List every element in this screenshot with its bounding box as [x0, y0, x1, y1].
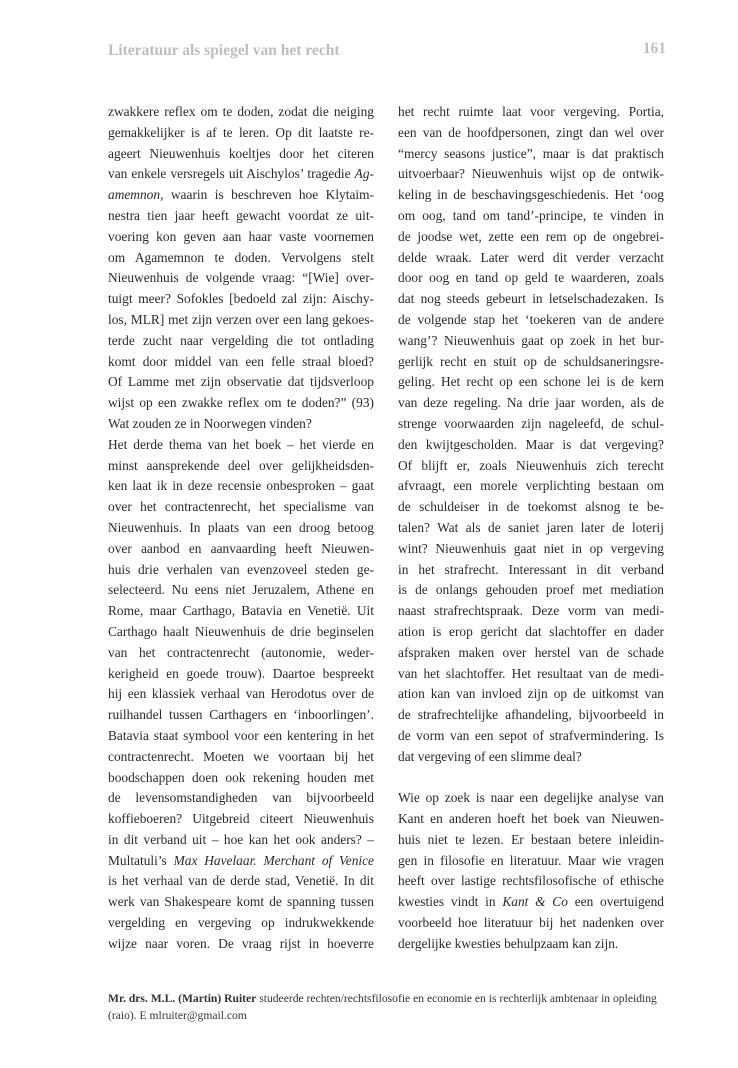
text-line: afspraken maken over herstel van de schade — [398, 644, 664, 660]
text-line: los, MLR] met zijn verzen over een lang gekoes- — [108, 311, 374, 327]
text-line: gen in filosofie en literatuur. Maar wie vragen — [398, 852, 664, 868]
text-line: Of blijft er, zoals Nieuwenhuis zich terecht — [398, 457, 664, 473]
text-line: naast strafrechtspraak. Deze vorm van medi- — [398, 603, 664, 619]
text-line: een van de hoofdpersonen, zingt dan wel over — [398, 124, 664, 140]
text-line — [108, 185, 374, 206]
text-line: geling. Het recht op een schone lei is de kern — [398, 374, 664, 390]
text-line: gerlijk recht en stuit op de schuldsaneringsre- — [398, 353, 664, 369]
text-line: Wat zouden ze in Noorwegen vinden? — [108, 415, 312, 431]
text-line: de volgende stap het ‘toekeren van de andere — [398, 311, 664, 327]
text-line: Het derde thema van het boek – het vierde en — [108, 436, 374, 452]
text-line: wijst op een zwakke reflex om te doden?” (93) — [108, 395, 374, 411]
text-line: de levensomstandigheden van bijvoorbeeld — [108, 790, 374, 806]
text-line: de strafrechtelijke afhandeling, bijvoorbeeld in — [398, 707, 664, 723]
text-segment: een overtuigend — [567, 894, 664, 910]
text-line: de schuldeiser in de toekomst alsnog te be- — [398, 499, 664, 515]
text-line: werk van Shakespeare komt de spanning tussen — [108, 894, 374, 910]
right-column — [398, 102, 664, 955]
text-line: afvraagt, een morele verplichting bestaan om — [398, 478, 664, 494]
text-line: strenge voorwaarden zijn nageleefd, de schul- — [398, 415, 664, 431]
text-line: over aanbod en aanvaarding heeft Nieuwen- — [108, 540, 374, 556]
text-line: om Agamemnon te doden. Vervolgens stelt — [108, 249, 374, 265]
left-column — [108, 102, 374, 955]
text-line: is de onlangs gehouden proef met mediation — [398, 582, 664, 598]
text-line: ageert Nieuwenhuis koeltjes door het citeren — [108, 145, 374, 161]
text-line: delde wraak. Later werd dit verder verzacht — [398, 249, 664, 265]
text-line: ken laat ik in deze recensie onbesproken – gaat — [108, 478, 374, 494]
italic-text: Max Havelaar. Merchant of Venice — [173, 852, 374, 868]
text-line: uitvoerbaar? Nieuwenhuis wijst op de ontwik- — [398, 166, 664, 182]
italic-text: amemnon, — [108, 187, 164, 203]
text-line: ation is erop gericht dat slachtoffer en dader — [398, 623, 664, 639]
text-line: koffieboeren? Uitgebreid citeert Nieuwenhuis — [108, 811, 374, 827]
text-line: voorbeeld hoe literatuur bij het nadenken over — [398, 915, 664, 931]
text-line: Rome, maar Carthago, Batavia en Venetië. Uit — [108, 603, 374, 619]
text-line: van het contractenrecht (autonomie, weder- — [108, 644, 374, 660]
text-line: keling in de beschavingsgeschiedenis. Het ‘oog — [398, 187, 664, 203]
italic-text: Ag- — [354, 166, 374, 182]
text-line: selecteerd. Nu eens niet Jeruzalem, Athene en — [108, 582, 374, 598]
text-line: in het strafrecht. Interessant in dit verband — [398, 561, 664, 577]
text-line: Carthago haalt Nieuwenhuis de drie beginselen — [108, 623, 374, 639]
page-number: 161 — [642, 40, 666, 57]
text-line: de vorm van een sepot of strafvermindering. Is — [398, 727, 664, 743]
text-segment: van enkele versregels uit Aischylos’ tragedie — [108, 166, 355, 182]
text-line: ation kan van invloed zijn op de uitkomst van — [398, 686, 664, 702]
author-name: Mr. drs. M.L. (Martin) Ruiter — [108, 992, 257, 1005]
text-line: wijze naar voren. De vraag rijst in hoeverre — [108, 935, 374, 951]
text-segment: waarin is beschreven hoe Klytaim- — [163, 187, 374, 203]
text-line: voering kon geven aan haar vaste voornemen — [108, 228, 374, 244]
text-line: zwakkere reflex om te doden, zodat die neiging — [108, 104, 374, 119]
text-line: is het verhaal van de derde stad, Venetië. In dit — [108, 873, 374, 889]
text-line: het recht ruimte laat voor vergeving. Portia, — [398, 104, 664, 119]
text-line — [398, 768, 664, 789]
text-line: boodschappen doen ook rekening houden met — [108, 769, 374, 785]
text-line: talen? Wat als de saniet jaren later de loterij — [398, 519, 664, 535]
text-line: kerigheid en goede trouw). Daartoe bespreekt — [108, 665, 374, 681]
text-line: minst aansprekende deel over gelijkheidsden- — [108, 457, 374, 473]
text-line: Of Lamme met zijn observatie dat tijdsverloop — [108, 374, 374, 390]
text-line: vergelding en vergeving op indrukwekkende — [108, 915, 374, 931]
text-line — [108, 164, 374, 185]
author-note — [108, 990, 668, 1024]
text-line: dat nog steeds gebeurt in letselschadezaken. Is — [398, 291, 664, 307]
text-line: wint? Nieuwenhuis gaat niet in op vergeving — [398, 540, 664, 556]
text-line: ruilhandel tussen Carthagers en ‘inboorlingen’. — [108, 707, 374, 723]
text-line: hij een klassiek verhaal van Herodotus over de — [108, 686, 374, 702]
text-line: den kwijtgescholden. Maar is dat vergeving? — [398, 436, 664, 452]
text-line: om oog, tand om tand’-principe, te vinden in — [398, 207, 664, 223]
text-line — [108, 851, 374, 872]
text-line: Batavia staat symbool voor een kentering in het — [108, 727, 374, 743]
text-line: over het contractenrecht, het specialisme van — [108, 499, 374, 515]
text-line: heeft over lastige rechtsfilosofische of ethische — [398, 873, 664, 889]
author-bio: studeerde rechten/rechtsfilosofie en economie en is rechterlijk ambtenaar in opleiding (raio). E mlruiter@gmail.com — [108, 992, 657, 1022]
text-line: contractenrecht. Moeten we voortaan bij het — [108, 748, 374, 764]
text-segment: kwesties vindt in — [398, 894, 503, 910]
text-line: Kant en anderen hoeft het boek van Nieuwen- — [398, 811, 664, 827]
text-line: nestra tien jaar heeft gewacht voordat ze uit- — [108, 207, 374, 223]
running-title: Literatuur als spiegel van het recht — [108, 42, 340, 59]
text-line: huis niet te lezen. Er bestaan betere inleidin- — [398, 831, 664, 847]
text-line: tuigt meer? Sofokles [bedoeld zal zijn: Aischy- — [108, 291, 374, 307]
text-line: gemakkelijker is af te leren. Op dit laatste re- — [108, 124, 374, 140]
text-line — [398, 892, 664, 913]
text-segment: Multatuli’s — [108, 852, 174, 868]
italic-text: Kant & Co — [502, 894, 568, 910]
text-line: Nieuwenhuis de volgende vraag: “[Wie] over- — [108, 270, 374, 286]
text-line: door oog en tand op geld te waarderen, zoals — [398, 270, 664, 286]
text-line: wang’? Nieuwenhuis gaat op zoek in het bur- — [398, 332, 664, 348]
text-line: dergelijke kwesties behulpzaam kan zijn. — [398, 935, 619, 951]
text-line: Nieuwenhuis. In plaats van een droog betoog — [108, 519, 374, 535]
text-line: huis drie verhalen van evenzoveel steden ge- — [108, 561, 374, 577]
text-line: terde zucht naar vergelding die tot ontlading — [108, 332, 374, 348]
text-line: “mercy seasons justice”, maar is dat praktisch — [398, 145, 664, 161]
text-line: in dit verband uit – hoe kan het ook anders? – — [108, 831, 374, 847]
text-line: dat vergeving of een slimme deal? — [398, 748, 582, 764]
text-line: Wie op zoek is naar een degelijke analyse van — [398, 790, 664, 806]
text-line: de joodse wet, zette een rem op de ongebrei- — [398, 228, 664, 244]
text-line: komt door middel van een felle straal bloed? — [108, 353, 374, 369]
text-line: van het slachtoffer. Het resultaat van de medi- — [398, 665, 664, 681]
text-line: van deze regeling. Na drie jaar worden, als de — [398, 395, 664, 411]
